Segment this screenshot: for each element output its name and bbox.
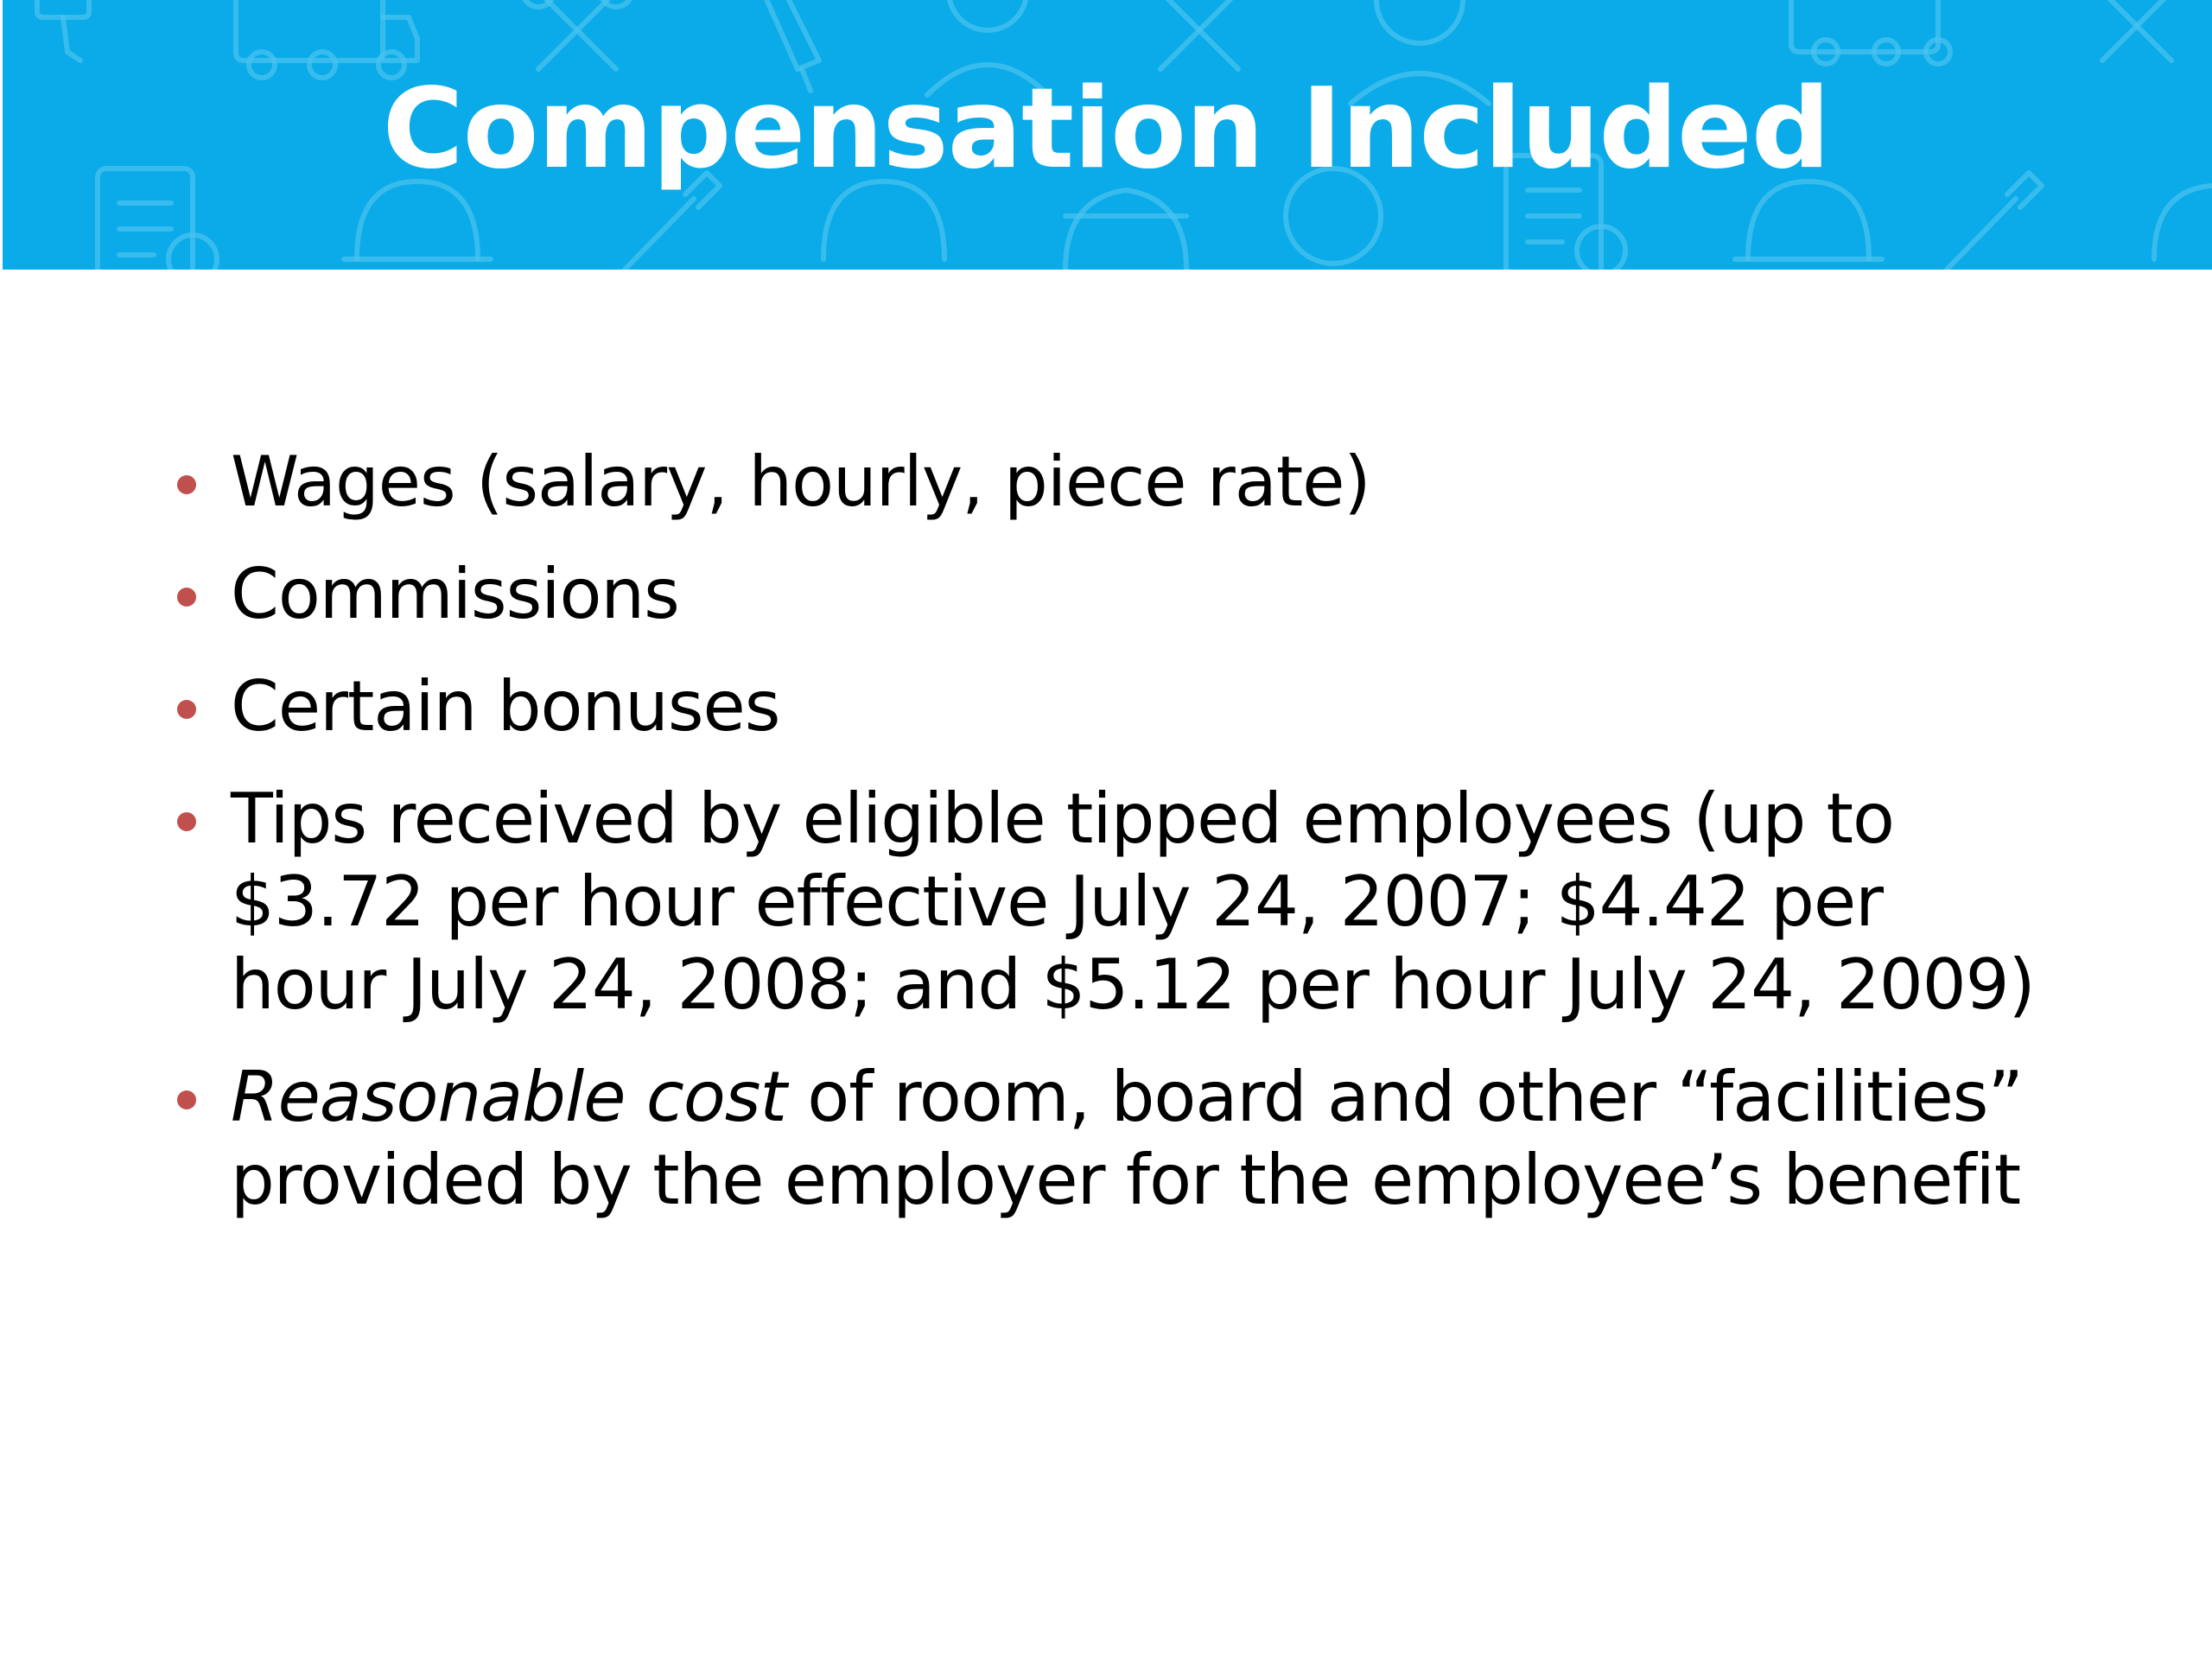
list-item xyxy=(173,665,2039,748)
list-item xyxy=(173,778,2039,1027)
bullet-icon xyxy=(177,475,196,494)
bullet-text: Certain bonuses xyxy=(231,666,780,747)
paint-roller-icon xyxy=(37,0,89,60)
list-item xyxy=(173,441,2039,524)
bullet-text: Wages (salary, hourly, piece rate) xyxy=(231,442,1370,522)
bullet-icon xyxy=(177,1090,196,1109)
bullet-icon xyxy=(177,700,196,719)
list-item xyxy=(173,1056,2039,1222)
bullet-icon xyxy=(177,812,196,831)
tools-icon xyxy=(523,0,632,69)
tools-icon xyxy=(2102,0,2171,60)
bullet-list xyxy=(173,441,2039,1251)
worker-icon xyxy=(1065,190,1186,270)
slide-title: Compensation Included xyxy=(382,65,1830,194)
bullet-emphasis: Reasonable cost xyxy=(231,1057,786,1137)
tools-icon xyxy=(1160,0,1238,69)
bullet-text: Commissions xyxy=(231,554,679,634)
bullet-icon xyxy=(177,588,196,607)
list-item xyxy=(173,553,2039,636)
bullet-text: of room, board and other “facilities” provided by the employer for the employee’s benefit xyxy=(231,1057,2023,1220)
bullet-text: Tips received by eligible tipped employees (up to $3.72 per hour effective July 24, 2007; $4.42 per hour July 24, 2008; and $5.12 per hour July 24, 2009) xyxy=(231,779,2035,1025)
truck-icon xyxy=(1791,0,1950,64)
